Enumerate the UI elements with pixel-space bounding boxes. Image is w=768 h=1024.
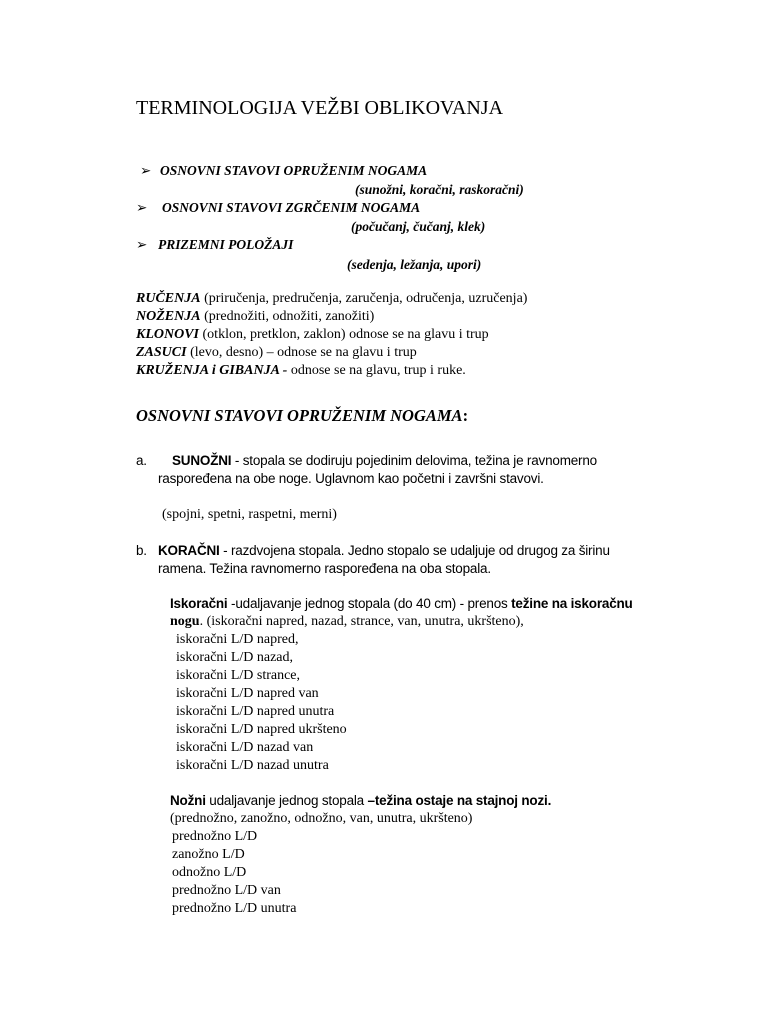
item-letter: a.	[136, 453, 147, 468]
bullet-item	[136, 199, 420, 217]
term-desc: odnose se na glavu, trup i ruke.	[287, 363, 466, 378]
term-row	[136, 362, 527, 380]
arrow-bullet-icon: ➢	[136, 237, 148, 252]
section-heading-text: OSNOVNI STAVOVI OPRUŽENIM NOGAMA	[136, 406, 463, 425]
bullet-label: PRIZEMNI POLOŽAJI	[158, 237, 294, 252]
iskoracni-list	[176, 631, 347, 775]
list-item: prednožno L/D unutra	[172, 901, 297, 916]
list-item: zanožno L/D	[172, 847, 245, 862]
term-name: RUČENJA	[136, 291, 201, 306]
nozni-options: (prednožno, zanožno, odnožno, van, unutra, ukršteno)	[170, 811, 473, 826]
term-desc: (prednožiti, odnožiti, zanožiti)	[200, 309, 375, 324]
list-item: iskoračni L/D nazad unutra	[176, 758, 329, 773]
item-text: - razdvojena stopala. Jedno stopalo se udaljuje od drugog za širinu	[219, 543, 610, 558]
iskoracni-intro-line2	[170, 613, 524, 631]
nozni-bold: –težina ostaje na stajnoj nozi.	[367, 793, 552, 808]
item-text-cont: ramena. Težina ravnomerno raspoređena na oba stopala.	[158, 561, 491, 576]
list-item: odnožno L/D	[172, 865, 247, 880]
list-item: iskoračni L/D napred van	[176, 686, 319, 701]
item-text-cont: raspoređena na obe noge. Uglavnom kao početni i završni stavovi.	[158, 471, 544, 486]
list-item: iskoračni L/D nazad,	[176, 650, 294, 665]
nozni-term: Nožni	[170, 793, 206, 808]
iskoracni-text: -udaljavanje jednog stopala (do 40 cm) - prenos	[227, 596, 512, 611]
terms-list	[136, 290, 527, 380]
list-item: iskoračni L/D napred,	[176, 632, 299, 647]
term-desc: (priručenja, predručenja, zaručenja, odručenja, uzručenja)	[200, 291, 528, 306]
list-item: prednožno L/D	[172, 829, 258, 844]
section-heading-colon: :	[462, 406, 469, 425]
term-name: ZASUCI	[136, 345, 187, 360]
bullet-item	[136, 236, 293, 254]
section-heading	[136, 406, 468, 426]
list-item: iskoračni L/D napred unutra	[176, 704, 335, 719]
item-text: - stopala se dodiruju pojedinim delovima, težina je ravnomerno	[231, 453, 597, 468]
nozni-line2	[170, 810, 472, 828]
list-item: iskoračni L/D strance,	[176, 668, 301, 683]
bullet-sub: (počučanj, čučanj, klek)	[351, 219, 486, 234]
term-row	[136, 308, 527, 326]
arrow-bullet-icon: ➢	[136, 200, 148, 215]
term-row	[136, 290, 527, 308]
arrow-bullet-icon: ➢	[140, 163, 152, 178]
item-note: (spojni, spetni, raspetni, merni)	[162, 507, 337, 522]
item-term: SUNOŽNI	[172, 453, 232, 468]
list-item: prednožno L/D van	[172, 883, 281, 898]
nozni-text: udaljavanje jednog stopala	[205, 793, 368, 808]
iskoracni-bold: težine na iskoračnu	[511, 596, 633, 611]
term-name: KRUŽENJA i GIBANJA -	[136, 363, 288, 378]
term-row	[136, 326, 527, 344]
list-item: iskoračni L/D nazad van	[176, 740, 314, 755]
iskoracni-bold: nogu	[170, 614, 200, 629]
bullet-item	[140, 162, 427, 180]
item-term: KORAČNI	[158, 543, 220, 558]
term-desc: (otklon, pretklon, zaklon) odnose se na glavu i trup	[199, 327, 489, 342]
document-title: TERMINOLOGIJA VEŽBI OBLIKOVANJA	[136, 97, 504, 119]
list-item: iskoračni L/D napred ukršteno	[176, 722, 347, 737]
iskoracni-term: Iskoračni	[170, 596, 228, 611]
term-desc: (levo, desno) – odnose se na glavu i trup	[186, 345, 417, 360]
term-row	[136, 344, 527, 362]
nozni-list	[172, 828, 296, 918]
item-letter: b.	[136, 543, 147, 558]
item-koracni	[136, 542, 656, 578]
bullet-label: OSNOVNI STAVOVI OPRUŽENIM NOGAMA	[160, 163, 428, 178]
iskoracni-text: . (iskoračni napred, nazad, strance, van, unutra, ukršteno),	[199, 614, 524, 629]
term-name: NOŽENJA	[136, 309, 201, 324]
term-name: KLONOVI	[136, 327, 200, 342]
bullet-sub: (sunožni, koračni, raskoračni)	[355, 182, 524, 197]
item-sunozni	[136, 452, 656, 488]
iskoracni-intro	[170, 595, 633, 613]
bullet-sub: (sedenja, ležanja, upori)	[347, 257, 482, 272]
bullet-label: OSNOVNI STAVOVI ZGRČENIM NOGAMA	[162, 200, 421, 215]
nozni-intro	[170, 792, 551, 810]
